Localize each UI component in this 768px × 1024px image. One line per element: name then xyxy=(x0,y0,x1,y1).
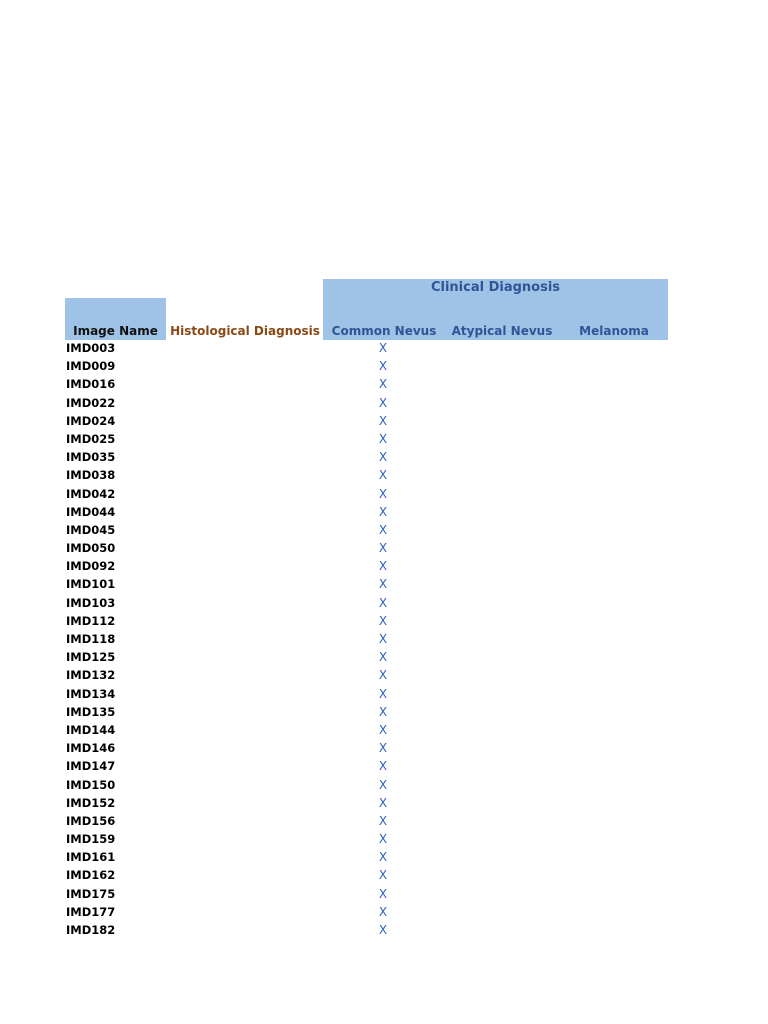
common-nevus-mark: X xyxy=(378,850,388,865)
image-name-cell: IMD177 xyxy=(66,904,116,919)
common-nevus-mark: X xyxy=(378,795,388,810)
table-row xyxy=(0,357,768,375)
common-nevus-mark: X xyxy=(378,704,388,719)
common-nevus-mark: X xyxy=(378,832,388,847)
image-name-cell: IMD044 xyxy=(66,504,116,519)
common-nevus-mark: X xyxy=(378,522,388,537)
table-row xyxy=(0,630,768,648)
table-row xyxy=(0,485,768,503)
image-name-cell: IMD101 xyxy=(66,577,116,592)
common-nevus-mark: X xyxy=(378,486,388,501)
image-name-cell: IMD156 xyxy=(66,813,116,828)
common-nevus-mark: X xyxy=(378,359,388,374)
table-row xyxy=(0,594,768,612)
table-row xyxy=(0,685,768,703)
table-row xyxy=(0,612,768,630)
image-name-cell: IMD025 xyxy=(66,431,116,446)
table-row xyxy=(0,830,768,848)
common-nevus-mark: X xyxy=(378,868,388,883)
common-nevus-mark: X xyxy=(378,813,388,828)
common-nevus-mark: X xyxy=(378,431,388,446)
image-name-cell: IMD103 xyxy=(66,595,116,610)
common-nevus-mark: X xyxy=(378,559,388,574)
common-nevus-mark: X xyxy=(378,632,388,646)
common-nevus-mark: X xyxy=(378,341,388,355)
common-nevus-mark: X xyxy=(378,377,388,392)
common-nevus-mark: X xyxy=(378,395,388,410)
table-row xyxy=(0,848,768,866)
image-name-cell: IMD146 xyxy=(66,741,116,756)
image-name-cell: IMD045 xyxy=(66,522,116,537)
image-name-cell: IMD152 xyxy=(66,795,116,810)
image-name-cell: IMD038 xyxy=(66,468,116,483)
image-name-cell: IMD162 xyxy=(66,868,116,883)
table-row xyxy=(0,703,768,721)
image-name-cell: IMD125 xyxy=(66,650,116,665)
table-row xyxy=(0,885,768,903)
common-nevus-mark: X xyxy=(378,686,388,701)
table-row xyxy=(0,503,768,521)
common-nevus-mark: X xyxy=(378,759,388,774)
table-row xyxy=(0,539,768,557)
image-name-cell: IMD035 xyxy=(66,450,116,465)
table-row xyxy=(0,339,768,357)
image-name-header: Image Name xyxy=(73,324,158,338)
table-row xyxy=(0,448,768,466)
table-row xyxy=(0,430,768,448)
table-row xyxy=(0,394,768,412)
common-nevus-mark: X xyxy=(378,741,388,756)
melanoma-header: Melanoma xyxy=(579,324,649,338)
histological-diagnosis-header: Histological Diagnosis xyxy=(170,324,320,338)
table-row xyxy=(0,375,768,393)
common-nevus-mark: X xyxy=(378,904,388,919)
common-nevus-mark: X xyxy=(378,595,388,610)
image-name-cell: IMD050 xyxy=(66,541,116,556)
table-row xyxy=(0,666,768,684)
image-name-cell: IMD016 xyxy=(66,377,116,392)
image-name-cell: IMD144 xyxy=(66,722,116,737)
atypical-nevus-header: Atypical Nevus xyxy=(451,324,553,338)
image-name-cell: IMD009 xyxy=(66,359,116,374)
common-nevus-mark: X xyxy=(378,650,388,665)
image-name-cell: IMD112 xyxy=(66,613,116,628)
image-name-cell: IMD024 xyxy=(66,413,116,428)
image-name-cell: IMD147 xyxy=(66,759,116,774)
table-row xyxy=(0,812,768,830)
table-row xyxy=(0,557,768,575)
table-row xyxy=(0,521,768,539)
image-name-cell: IMD175 xyxy=(66,886,116,901)
table-row xyxy=(0,866,768,884)
image-name-cell: IMD159 xyxy=(66,832,116,847)
common-nevus-mark: X xyxy=(378,777,388,792)
clinical-diagnosis-header: Clinical Diagnosis xyxy=(430,280,561,295)
common-nevus-mark: X xyxy=(378,413,388,428)
image-name-cell: IMD150 xyxy=(66,777,116,792)
image-name-cell: IMD161 xyxy=(66,850,116,865)
table-row xyxy=(0,921,768,939)
common-nevus-header: Common Nevus xyxy=(331,324,437,338)
table-row xyxy=(0,794,768,812)
image-name-cell: IMD118 xyxy=(66,632,116,646)
common-nevus-mark: X xyxy=(378,504,388,519)
image-name-cell: IMD022 xyxy=(66,395,116,410)
image-name-cell: IMD135 xyxy=(66,704,116,719)
table-row xyxy=(0,575,768,593)
common-nevus-mark: X xyxy=(378,613,388,628)
image-name-cell: IMD182 xyxy=(66,923,116,937)
image-name-cell: IMD132 xyxy=(66,668,116,683)
table-row xyxy=(0,776,768,794)
image-name-cell: IMD003 xyxy=(66,341,116,355)
common-nevus-mark: X xyxy=(378,468,388,483)
table-row xyxy=(0,412,768,430)
common-nevus-mark: X xyxy=(378,722,388,737)
table-row xyxy=(0,903,768,921)
diagnosis-table-body xyxy=(0,339,768,939)
image-name-cell: IMD042 xyxy=(66,486,116,501)
common-nevus-mark: X xyxy=(378,668,388,683)
common-nevus-mark: X xyxy=(378,541,388,556)
common-nevus-mark: X xyxy=(378,450,388,465)
table-row xyxy=(0,466,768,484)
common-nevus-mark: X xyxy=(378,577,388,592)
table-row xyxy=(0,648,768,666)
table-row xyxy=(0,757,768,775)
table-row xyxy=(0,739,768,757)
image-name-cell: IMD092 xyxy=(66,559,116,574)
common-nevus-mark: X xyxy=(378,886,388,901)
image-name-cell: IMD134 xyxy=(66,686,116,701)
common-nevus-mark: X xyxy=(378,923,388,937)
table-row xyxy=(0,721,768,739)
